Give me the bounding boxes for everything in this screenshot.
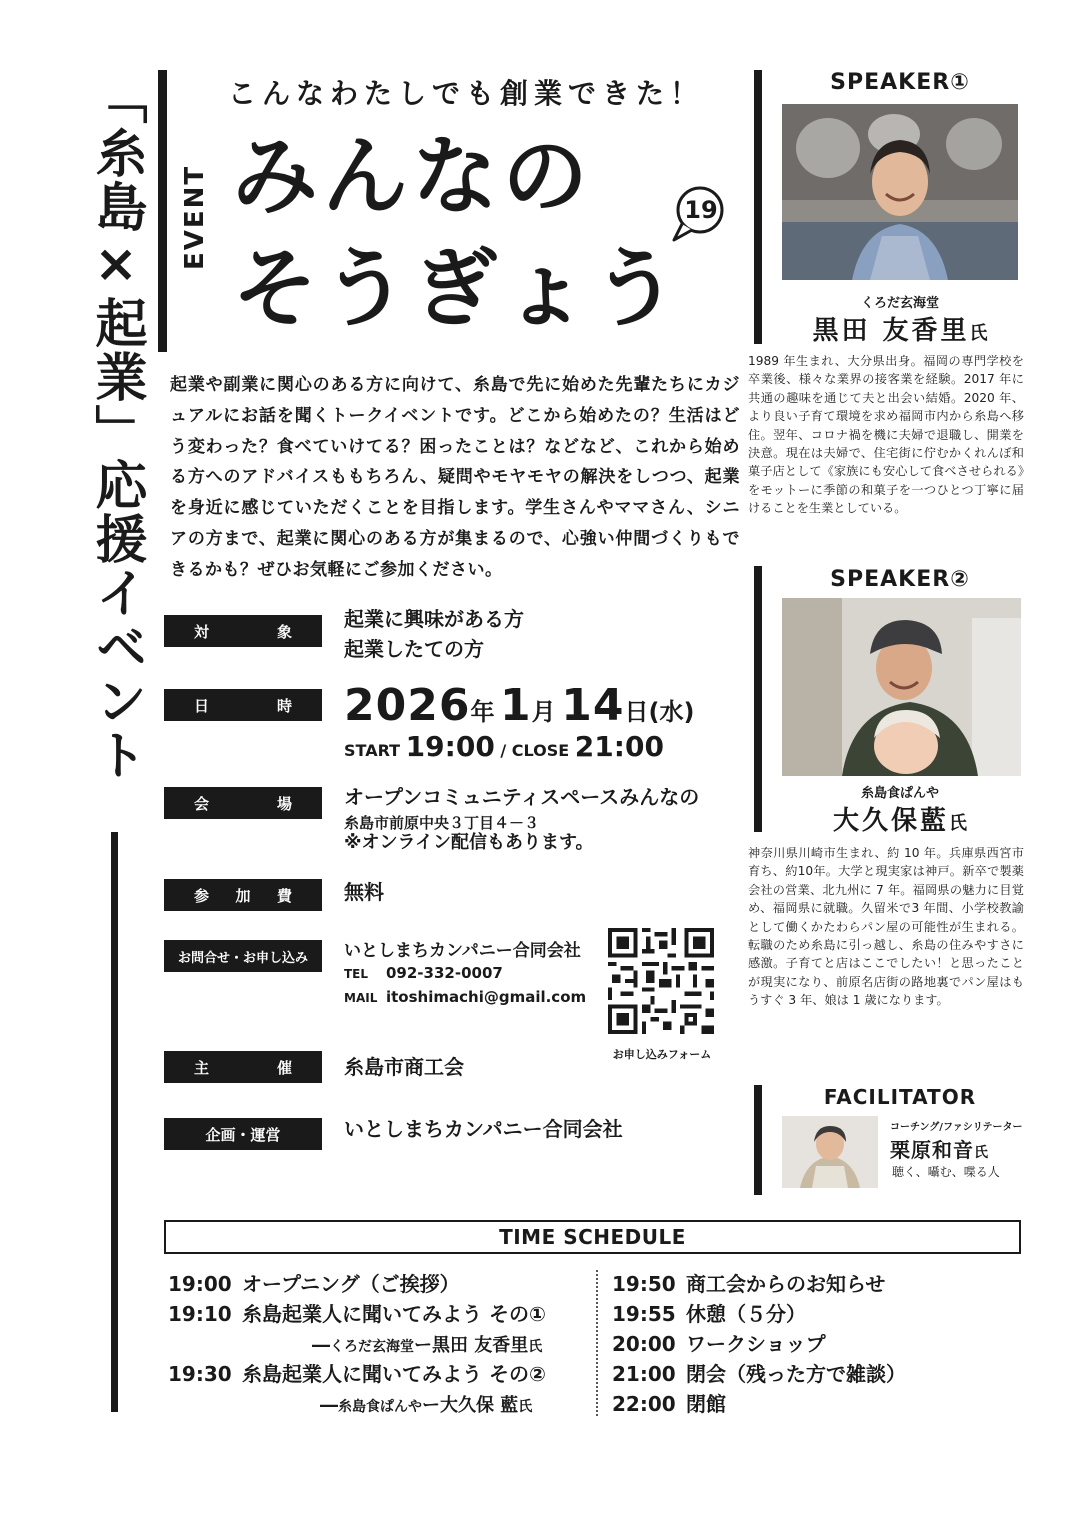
date-year: 2026 [344,680,471,731]
schedule-time: 20:00 [612,1332,676,1356]
main-title-line1: みんなの [232,127,592,227]
time-separator: / [494,741,512,760]
speaker-name: 大久保 藍 [440,1395,519,1416]
schedule-item [168,1268,460,1297]
schedule-time: 22:00 [612,1392,676,1416]
label-char: 参 [194,886,210,905]
speaker1-name [782,310,1018,347]
schedule-text: 休憩（５分） [686,1302,806,1326]
label-target [164,615,322,647]
edition-number: 19 [684,196,718,224]
facilitator-desc: 聴く、囁む、喋る人 [892,1165,1000,1179]
facilitator-bar [754,1085,762,1195]
schedule-speaker1 [312,1331,542,1357]
schedule-text: 閉館 [686,1392,726,1416]
speaker1-affiliation: くろだ玄海堂 [860,296,939,311]
event-time [344,730,664,763]
schedule-text: 糸島起業人に聞いてみよう その② [242,1362,546,1386]
mail-address[interactable]: itoshimachi@gmail.com [386,988,587,1006]
tel-number[interactable]: 092-332-0007 [386,964,503,982]
honorific: 氏 [974,1145,989,1161]
speaker1-bar [754,70,762,344]
facilitator-photo [782,1116,878,1188]
label-fee [164,879,322,911]
label-char: 象 [276,622,292,641]
date-unit: 年 [470,698,495,726]
qr-caption: お申し込みフォーム [612,1048,712,1061]
date-unit: 月 [531,698,556,726]
label-char: 場 [276,794,292,813]
speaker2-name [782,800,1018,837]
label-char: 主 [194,1058,210,1077]
speaker-affiliation: 糸島食ぱんや [338,1399,422,1415]
speaker2-affiliation: 糸島食ぱんや [860,786,939,801]
schedule-item [168,1298,546,1327]
schedule-speaker2 [320,1391,532,1417]
banner-rule [111,832,118,1412]
title-accent-bar [158,70,167,352]
label-char: 対 [194,622,210,641]
close-label: CLOSE [511,741,570,760]
catch-copy: こんなわたしでも創業できた！ [228,77,705,110]
tel-label: TEL [344,967,369,981]
venue-name: オープンコミュニティスペースみんなの [344,785,700,809]
organizer-value: 糸島市商工会 [344,1055,464,1079]
schedule-time: 19:30 [168,1362,232,1386]
start-label: START [344,741,401,760]
schedule-text: オープニング（ご挨拶） [242,1272,460,1296]
speaker2-bar [754,566,762,832]
schedule-text: 閉会（残った方で雑談） [686,1362,906,1386]
speaker1-bio: 1989 年生まれ、大分県出身。福岡の専門学校を卒業後、様々な業界の接客業を経験。2017 年に共通の趣味を通じて夫と出会い結婚。2020 年、より良い子育て環境を求め福岡市内から糸島へ移住。翌年、コロナ禍を機に夫婦で退職し、開業を決意。現在は夫婦で、住宅街に佇むかくれんぼ和菓子店として《家族にも安心して食べさせられる》をモットーに季節の和菓子を一つひとつ丁寧に届けることを生業としている。 [748,354,1024,516]
facilitator-name-text: 栗原和音 [890,1138,974,1162]
contact-company: いとしまちカンパニー合同会社 [344,941,581,961]
speaker1-name-text: 黒田 友香里 [812,316,970,346]
schedule-text: ワークショップ [686,1332,826,1356]
label-char: 費 [276,886,292,905]
schedule-item [168,1358,546,1387]
dash: ー [414,1335,432,1356]
schedule-item [612,1268,885,1297]
facilitator-role: コーチング/ファシリテーター [890,1122,1023,1133]
honorific: 氏 [528,1339,543,1355]
schedule-title: TIME SCHEDULE [164,1220,1021,1254]
speaker1-photo [782,104,1018,280]
schedule-item [612,1298,806,1327]
intro-text: 起業や副業に関心のある方に向けて、糸島で先に始めた先輩たちにカジュアルにお話を聞くトークイベントです。どこから始めたの？生活はどう変わった？食べていけてる？困ったことは？などなど、これから始める方へのアドバイスももちろん、疑問やモヤモヤの解決をしつつ、起業を身近に感じていただくことを目指します。学生さんやママさん、シニアの方まで、起業に関心のある方が集まるので、心強い仲間づくりもできるかも？ぜひお気軽にご参加ください。 [170,375,740,580]
schedule-time: 19:55 [612,1302,676,1326]
event-date [344,680,694,731]
schedule-time: 19:00 [168,1272,232,1296]
speaker2-photo [782,598,1021,776]
honorific: 氏 [969,323,988,344]
fee-value: 無料 [344,880,384,904]
event-label: EVENT [180,164,210,270]
label-datetime [164,689,322,721]
speaker2-heading: SPEAKER② [830,567,970,592]
schedule-time: 21:00 [612,1362,676,1386]
schedule-divider [596,1270,598,1416]
honorific: 氏 [949,813,967,834]
venue-address: 糸島市前原中央３丁目４－３ [344,814,540,832]
schedule-item [612,1358,906,1387]
speaker2-name-text: 大久保藍 [832,806,949,836]
speaker-name: 黒田 友香里 [432,1335,529,1356]
schedule-time: 19:50 [612,1272,676,1296]
schedule-item [612,1388,726,1417]
schedule-text: 商工会からのお知らせ [686,1272,886,1296]
close-time: 21:00 [574,730,664,763]
facilitator-heading: FACILITATOR [823,1085,977,1109]
label-char: 催 [276,1058,292,1077]
mail-label: MAIL [344,991,378,1005]
contact-tel [344,964,503,982]
honorific: 氏 [518,1399,533,1415]
planning-value: いとしまちカンパニー合同会社 [344,1117,623,1141]
facilitator-name [890,1134,989,1163]
date-day: 14 [561,680,625,731]
label-organizer [164,1051,322,1083]
label-planning: 企画・運営 [164,1118,322,1150]
qr-code-icon[interactable] [608,928,714,1034]
speaker1-heading: SPEAKER① [830,70,970,95]
schedule-item [612,1328,826,1357]
target-line2: 起業したての方 [344,637,484,661]
target-line1: 起業に興味がある方 [344,607,524,631]
vertical-banner-title: 「糸島×起業」応援イベント [86,72,146,782]
start-time: 19:00 [405,730,495,763]
schedule-text: 糸島起業人に聞いてみよう その① [242,1302,546,1326]
label-char: 時 [276,696,292,715]
venue-note: ※オンライン配信もあります。 [344,832,594,853]
schedule-time: 19:10 [168,1302,232,1326]
speaker2-bio: 神奈川県川崎市生まれ、約 10 年。兵庫県西宮市育ち、約10年。大学と現実家は神戸。新卒で製薬会社の営業、北九州に 7 年。福岡県の魅力に目覚め、福岡県に就職。久留米で3 年間、小学校教諭として働くかたわらパン屋の可能性が生まれる。転職のため糸島に引っ越し、糸島の住みやすさに感激。子育てと店はここでしたい！と思ったことが現実になり、前原名店街の路地裏でパン屋はもうすぐ 3 年、娘は 1 歳になります。 [748,846,1024,1008]
dash: ― [312,1335,330,1356]
label-char: 会 [194,794,210,813]
label-char: 日 [194,696,210,715]
speaker-affiliation: くろだ玄海堂 [330,1339,414,1355]
dash: ー [422,1395,440,1416]
date-month: 1 [500,680,532,731]
label-venue [164,787,322,819]
date-weekday: (水) [648,698,695,726]
dash: ― [320,1395,338,1416]
date-unit: 日 [624,698,649,726]
label-contact: お問合せ・お申し込み [164,940,322,972]
contact-mail [344,988,586,1006]
main-title-line2: そうぎょう [232,239,682,339]
label-char: 加 [235,886,251,905]
